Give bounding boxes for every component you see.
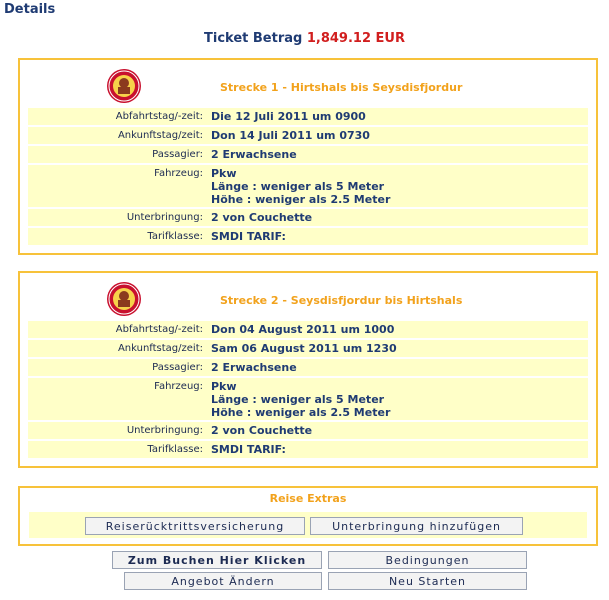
passengers-label: Passagier: [152, 362, 203, 373]
section-title: Details [4, 2, 56, 17]
add-accommodation-button[interactable]: Unterbringung hinzufügen [310, 517, 523, 535]
vehicle-type: Pkw [211, 380, 237, 393]
book-now-button[interactable]: Zum Buchen Hier Klicken [112, 551, 322, 569]
tariff-row [28, 441, 588, 458]
route-1-panel [18, 58, 598, 255]
accommodation-value: 2 von Couchette [211, 424, 313, 437]
smyril-line-logo-icon [106, 281, 142, 317]
accommodation-row [28, 209, 588, 226]
route-1-header [20, 60, 596, 108]
passengers-value: 2 Erwachsene [211, 361, 297, 374]
tariff-value: SMDI TARIF: [211, 443, 286, 456]
departure-row [28, 321, 588, 338]
departure-row [28, 108, 588, 125]
passengers-row [28, 146, 588, 163]
vehicle-length: Länge : weniger als 5 Meter [211, 393, 385, 406]
passengers-row [28, 359, 588, 376]
ticket-total-amount: 1,849.12 EUR [306, 31, 405, 46]
arrival-row [28, 340, 588, 357]
travel-extras-panel [18, 486, 598, 546]
vehicle-row [28, 165, 588, 207]
ticket-total [0, 31, 609, 46]
arrival-value: Don 14 Juli 2011 um 0730 [211, 129, 370, 142]
vehicle-length: Länge : weniger als 5 Meter [211, 180, 385, 193]
accommodation-label: Unterbringung: [126, 425, 203, 436]
vehicle-row [28, 378, 588, 420]
accommodation-value: 2 von Couchette [211, 211, 313, 224]
passengers-value: 2 Erwachsene [211, 148, 297, 161]
terms-button[interactable]: Bedingungen [328, 551, 527, 569]
departure-value: Don 04 August 2011 um 1000 [211, 323, 395, 336]
vehicle-height: Höhe : weniger als 2.5 Meter [211, 193, 391, 206]
smyril-line-logo-icon [106, 68, 142, 104]
vehicle-type: Pkw [211, 167, 237, 180]
travel-extras-title: Reise Extras [269, 492, 347, 505]
vehicle-value [211, 378, 390, 420]
vehicle-height: Höhe : weniger als 2.5 Meter [211, 406, 391, 419]
departure-value: Die 12 Juli 2011 um 0900 [211, 110, 366, 123]
arrival-label: Ankunftstag/zeit: [117, 343, 203, 354]
travel-extras-band [29, 512, 587, 538]
tariff-label: Tarifklasse: [147, 231, 203, 242]
tariff-label: Tarifklasse: [147, 444, 203, 455]
vehicle-value [211, 165, 390, 207]
departure-label: Abfahrtstag/-zeit: [115, 324, 203, 335]
route-2-header [20, 273, 596, 321]
vehicle-label: Fahrzeug: [154, 168, 203, 179]
travel-insurance-button[interactable]: Reiserücktrittsversicherung [85, 517, 305, 535]
vehicle-label: Fahrzeug: [154, 381, 203, 392]
route-2-panel [18, 271, 598, 468]
change-offer-button[interactable]: Angebot Ändern [124, 572, 322, 590]
tariff-value: SMDI TARIF: [211, 230, 286, 243]
ticket-total-label: Ticket Betrag [204, 31, 303, 46]
restart-button[interactable]: Neu Starten [328, 572, 527, 590]
arrival-value: Sam 06 August 2011 um 1230 [211, 342, 397, 355]
accommodation-label: Unterbringung: [126, 212, 203, 223]
passengers-label: Passagier: [152, 149, 203, 160]
route-2-title: Strecke 2 - Seysdisfjordur bis Hirtshals [220, 294, 463, 307]
tariff-row [28, 228, 588, 245]
route-1-title: Strecke 1 - Hirtshals bis Seysdisfjordur [220, 81, 463, 94]
arrival-label: Ankunftstag/zeit: [117, 130, 203, 141]
arrival-row [28, 127, 588, 144]
accommodation-row [28, 422, 588, 439]
departure-label: Abfahrtstag/-zeit: [115, 111, 203, 122]
